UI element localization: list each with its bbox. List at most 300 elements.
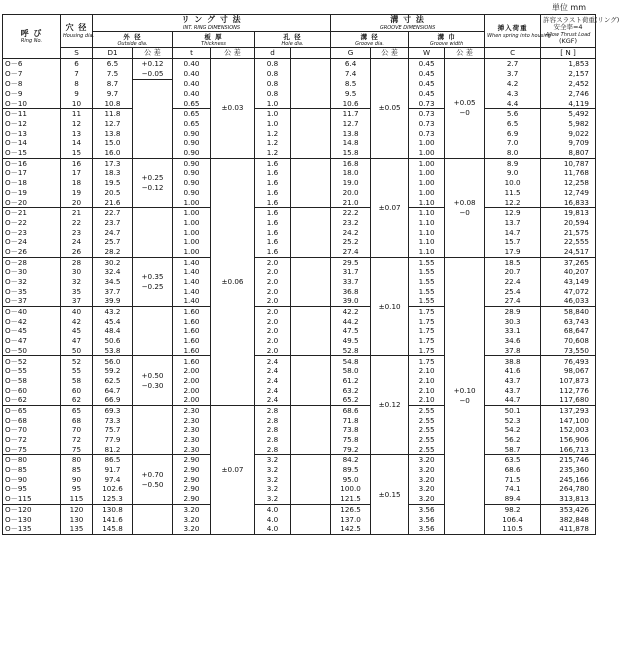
groove-dia-cell: 47.5 xyxy=(331,326,371,336)
insert-load-cell: 12.9 xyxy=(485,208,541,218)
thickness-cell: 0.90 xyxy=(173,129,211,139)
outer-dia-cell: 20.5 xyxy=(93,188,133,198)
hole-dia-cell: 1.0 xyxy=(255,119,291,129)
thrust-load-cell: 107,873 xyxy=(541,376,596,386)
spacer-cell xyxy=(291,475,331,485)
hole-dia-cell: 3.2 xyxy=(255,455,291,465)
groove-width-cell: 2.10 xyxy=(409,386,445,396)
spacer-cell xyxy=(291,296,331,306)
insert-load-cell: 3.7 xyxy=(485,69,541,79)
groove-dia-cell: 21.0 xyxy=(331,197,371,207)
groove-width-cell: 0.45 xyxy=(409,58,445,69)
spacer-cell xyxy=(291,69,331,79)
spacer-cell xyxy=(291,425,331,435)
groove-dia-cell: 24.2 xyxy=(331,228,371,238)
hole-dia-cell: 2.0 xyxy=(255,336,291,346)
thrust-load-cell: 9,709 xyxy=(541,138,596,148)
housing-dia-cell: 17 xyxy=(61,168,93,178)
thrust-load-cell: 24,517 xyxy=(541,247,596,257)
spacer-cell xyxy=(291,277,331,287)
table-row xyxy=(3,395,596,405)
hole-dia-cell: 1.6 xyxy=(255,228,291,238)
groove-width-cell: 3.20 xyxy=(409,494,445,504)
groove-dia-cell: 121.5 xyxy=(331,494,371,504)
thrust-load-cell: 63,743 xyxy=(541,317,596,327)
spacer-cell xyxy=(291,79,331,89)
insert-load-cell: 6.5 xyxy=(485,119,541,129)
groove-dia-cell: 36.8 xyxy=(331,287,371,297)
groove-dia-tolerance xyxy=(371,58,409,158)
table-row xyxy=(3,494,596,504)
hole-dia-cell: 2.8 xyxy=(255,435,291,445)
spacer-cell xyxy=(291,395,331,405)
outer-dia-cell: 17.3 xyxy=(93,158,133,168)
groove-dia-cell: 126.5 xyxy=(331,504,371,514)
tolerance-lower: −0 xyxy=(459,207,470,217)
thickness-cell: 1.40 xyxy=(173,277,211,287)
thrust-load-cell: 11,768 xyxy=(541,168,596,178)
hole-dia-cell: 2.8 xyxy=(255,445,291,455)
spacer-cell xyxy=(291,346,331,356)
spacer-cell xyxy=(291,405,331,415)
groove-width-cell: 1.10 xyxy=(409,208,445,218)
housing-dia-cell: 60 xyxy=(61,386,93,396)
groove-dia-cell: 142.5 xyxy=(331,524,371,534)
table-row xyxy=(3,317,596,327)
table-row xyxy=(3,267,596,277)
insert-load-cell: 11.5 xyxy=(485,188,541,198)
tolerance-lower: −0.12 xyxy=(141,182,164,192)
ring-no-cell: O－8 xyxy=(3,79,61,89)
groove-width-cell: 2.10 xyxy=(409,376,445,386)
outer-dia-cell: 19.5 xyxy=(93,178,133,188)
groove-dia-cell: 95.0 xyxy=(331,475,371,485)
ring-no-cell: O－130 xyxy=(3,514,61,524)
groove-width-cell: 1.75 xyxy=(409,317,445,327)
insert-load-cell: 5.6 xyxy=(485,109,541,119)
outer-dia-cell: 12.7 xyxy=(93,119,133,129)
groove-width-cell: 0.73 xyxy=(409,129,445,139)
housing-dia-cell: 23 xyxy=(61,228,93,238)
tolerance-upper: ±0.12 xyxy=(378,400,401,410)
outer-dia-cell: 23.7 xyxy=(93,218,133,228)
hole-dia-cell: 3.2 xyxy=(255,494,291,504)
insert-load-cell: 4.4 xyxy=(485,99,541,109)
groove-dia-cell: 20.0 xyxy=(331,188,371,198)
ring-no-cell: O－85 xyxy=(3,465,61,475)
housing-dia-cell: 9 xyxy=(61,89,93,99)
hole-dia-cell: 4.0 xyxy=(255,504,291,514)
ring-no-cell: O－7 xyxy=(3,69,61,79)
groove-width-cell: 3.56 xyxy=(409,504,445,514)
groove-dia-cell: 18.0 xyxy=(331,168,371,178)
groove-width-cell: 1.00 xyxy=(409,158,445,168)
thickness-cell: 1.60 xyxy=(173,317,211,327)
ring-no-cell: O－72 xyxy=(3,435,61,445)
spacer-cell xyxy=(291,376,331,386)
groove-dia-cell: 31.7 xyxy=(331,267,371,277)
outer-dia-tolerance xyxy=(133,158,173,207)
groove-width-cell: 1.00 xyxy=(409,178,445,188)
thickness-tolerance xyxy=(211,58,255,158)
groove-width-cell: 2.55 xyxy=(409,425,445,435)
table-row xyxy=(3,158,596,168)
groove-width-cell: 2.55 xyxy=(409,445,445,455)
groove-width-cell: 3.56 xyxy=(409,514,445,524)
groove-width-cell: 1.00 xyxy=(409,188,445,198)
ring-no-cell: O－15 xyxy=(3,148,61,158)
thickness-cell: 0.65 xyxy=(173,99,211,109)
groove-width-cell: 1.10 xyxy=(409,218,445,228)
groove-dia-cell: 15.8 xyxy=(331,148,371,158)
housing-dia-cell: 15 xyxy=(61,148,93,158)
insert-load-cell: 17.9 xyxy=(485,247,541,257)
housing-dia-cell: 10 xyxy=(61,99,93,109)
housing-dia-cell: 21 xyxy=(61,208,93,218)
insert-load-cell: 2.7 xyxy=(485,58,541,69)
groove-dia-cell: 29.5 xyxy=(331,257,371,267)
groove-width-cell: 1.75 xyxy=(409,356,445,366)
thrust-load-cell: 5,492 xyxy=(541,109,596,119)
groove-dia-tolerance xyxy=(371,158,409,257)
outer-dia-cell: 50.6 xyxy=(93,336,133,346)
ring-no-cell: O－60 xyxy=(3,386,61,396)
hole-dia-cell: 2.4 xyxy=(255,395,291,405)
thrust-load-cell: 4,119 xyxy=(541,99,596,109)
groove-dia-cell: 61.2 xyxy=(331,376,371,386)
groove-width-cell: 1.55 xyxy=(409,267,445,277)
hole-dia-cell: 3.2 xyxy=(255,465,291,475)
groove-dia-cell: 27.4 xyxy=(331,247,371,257)
thrust-load-cell: 117,680 xyxy=(541,395,596,405)
groove-dia-cell: 22.2 xyxy=(331,208,371,218)
hole-dia-cell: 1.6 xyxy=(255,197,291,207)
thickness-cell: 1.00 xyxy=(173,247,211,257)
spacer-cell xyxy=(291,208,331,218)
housing-dia-cell: 26 xyxy=(61,247,93,257)
outer-dia-cell: 141.6 xyxy=(93,514,133,524)
insert-load-cell: 14.7 xyxy=(485,228,541,238)
tolerance-lower: −0.50 xyxy=(141,479,164,489)
thickness-cell: 2.00 xyxy=(173,386,211,396)
thrust-load-cell: 2,157 xyxy=(541,69,596,79)
thickness-cell: 0.90 xyxy=(173,148,211,158)
housing-dia-cell: 52 xyxy=(61,356,93,366)
tolerance-upper: +0.10 xyxy=(453,385,476,395)
groove-width-cell: 1.55 xyxy=(409,287,445,297)
spacer-cell xyxy=(291,524,331,534)
insert-load-cell: 58.7 xyxy=(485,445,541,455)
thickness-cell: 1.40 xyxy=(173,287,211,297)
thickness-cell: 0.40 xyxy=(173,69,211,79)
groove-width-cell: 3.20 xyxy=(409,484,445,494)
spacer-cell xyxy=(291,435,331,445)
groove-width-cell: 1.55 xyxy=(409,257,445,267)
groove-width-cell: 3.20 xyxy=(409,455,445,465)
groove-width-tolerance xyxy=(445,158,485,257)
housing-dia-cell: 65 xyxy=(61,405,93,415)
thickness-cell: 0.40 xyxy=(173,89,211,99)
thrust-load-cell: 16,833 xyxy=(541,197,596,207)
groove-width-cell: 1.75 xyxy=(409,307,445,317)
table-row xyxy=(3,79,596,89)
spacer-cell xyxy=(291,178,331,188)
thrust-load-cell: 9,022 xyxy=(541,129,596,139)
thrust-load-cell: 10,787 xyxy=(541,158,596,168)
outer-dia-cell: 25.7 xyxy=(93,237,133,247)
housing-dia-cell: 120 xyxy=(61,504,93,514)
housing-dia-cell: 22 xyxy=(61,218,93,228)
table-row xyxy=(3,336,596,346)
hole-dia-cell: 0.8 xyxy=(255,79,291,89)
thrust-load-cell: 22,555 xyxy=(541,237,596,247)
ring-no-cell: O－52 xyxy=(3,356,61,366)
housing-dia-cell: 40 xyxy=(61,307,93,317)
table-row xyxy=(3,524,596,534)
thickness-cell: 0.90 xyxy=(173,168,211,178)
groove-dia-cell: 19.0 xyxy=(331,178,371,188)
thickness-cell: 1.60 xyxy=(173,326,211,336)
thrust-load-cell: 382,848 xyxy=(541,514,596,524)
tolerance-upper: +0.12 xyxy=(141,58,164,68)
hole-dia-cell: 1.2 xyxy=(255,138,291,148)
col-tol-g: 公 差 xyxy=(371,48,409,59)
groove-width-cell: 0.73 xyxy=(409,119,445,129)
thickness-cell: 1.40 xyxy=(173,257,211,267)
table-row xyxy=(3,58,596,69)
table-row xyxy=(3,69,596,79)
hole-dia-cell: 2.4 xyxy=(255,356,291,366)
outer-dia-cell: 30.2 xyxy=(93,257,133,267)
thrust-load-cell: 137,293 xyxy=(541,405,596,415)
hole-dia-cell: 2.0 xyxy=(255,307,291,317)
insert-load-cell: 33.1 xyxy=(485,326,541,336)
thickness-cell: 2.90 xyxy=(173,475,211,485)
groove-dia-cell: 63.2 xyxy=(331,386,371,396)
groove-dia-cell: 14.8 xyxy=(331,138,371,148)
ring-no-cell: O－14 xyxy=(3,138,61,148)
ring-no-cell: O－37 xyxy=(3,296,61,306)
groove-width-cell: 1.00 xyxy=(409,148,445,158)
groove-dia-tolerance xyxy=(371,257,409,356)
ring-no-cell: O－24 xyxy=(3,237,61,247)
table-row xyxy=(3,237,596,247)
table-row xyxy=(3,119,596,129)
table-row xyxy=(3,296,596,306)
insert-load-cell: 44.7 xyxy=(485,395,541,405)
spacer-cell xyxy=(291,247,331,257)
thrust-load-cell: 37,265 xyxy=(541,257,596,267)
groove-width-cell: 2.55 xyxy=(409,416,445,426)
ring-no-cell: O－40 xyxy=(3,307,61,317)
tolerance-upper: ±0.15 xyxy=(378,489,401,499)
outer-dia-cell: 97.4 xyxy=(93,475,133,485)
table-body xyxy=(3,58,596,534)
thrust-load-cell: 76,493 xyxy=(541,356,596,366)
thrust-load-cell: 5,982 xyxy=(541,119,596,129)
thickness-cell: 1.60 xyxy=(173,307,211,317)
outer-dia-tolerance xyxy=(133,405,173,454)
thickness-cell: 2.90 xyxy=(173,465,211,475)
insert-load-cell: 89.4 xyxy=(485,494,541,504)
hole-dia-cell: 4.0 xyxy=(255,514,291,524)
table-row xyxy=(3,435,596,445)
outer-dia-cell: 43.2 xyxy=(93,307,133,317)
thrust-load-cell: 147,100 xyxy=(541,416,596,426)
outer-dia-cell: 102.6 xyxy=(93,484,133,494)
housing-dia-cell: 13 xyxy=(61,129,93,139)
col-c: C xyxy=(485,48,541,59)
thickness-cell: 2.30 xyxy=(173,405,211,415)
tolerance-upper: +0.35 xyxy=(141,271,164,281)
ring-no-cell: O－32 xyxy=(3,277,61,287)
groove-dia-cell: 8.5 xyxy=(331,79,371,89)
table-row xyxy=(3,99,596,109)
groove-width-cell: 1.00 xyxy=(409,168,445,178)
outer-dia-cell: 16.0 xyxy=(93,148,133,158)
ring-no-cell: O－6 xyxy=(3,58,61,69)
ring-no-cell: O－17 xyxy=(3,168,61,178)
hole-dia-cell: 3.2 xyxy=(255,484,291,494)
thrust-load-cell: 411,878 xyxy=(541,524,596,534)
ring-no-cell: O－12 xyxy=(3,119,61,129)
ring-no-cell: O－42 xyxy=(3,317,61,327)
groove-width-cell: 1.75 xyxy=(409,326,445,336)
housing-dia-cell: 85 xyxy=(61,465,93,475)
outer-dia-tolerance xyxy=(133,58,173,79)
groove-dia-tolerance xyxy=(371,455,409,535)
groove-width-tolerance xyxy=(445,58,485,158)
outer-dia-cell: 62.5 xyxy=(93,376,133,386)
housing-dia-cell: 80 xyxy=(61,455,93,465)
hole-dia-cell: 2.0 xyxy=(255,326,291,336)
housing-dia-cell: 45 xyxy=(61,326,93,336)
thickness-cell: 3.20 xyxy=(173,514,211,524)
housing-dia-cell: 28 xyxy=(61,257,93,267)
thrust-load-cell: 215,746 xyxy=(541,455,596,465)
insert-load-cell: 63.5 xyxy=(485,455,541,465)
thrust-load-cell: 19,813 xyxy=(541,208,596,218)
thickness-cell: 2.00 xyxy=(173,395,211,405)
insert-load-cell: 43.7 xyxy=(485,386,541,396)
groove-dia-cell: 44.2 xyxy=(331,317,371,327)
table-row xyxy=(3,178,596,188)
housing-dia-cell: 20 xyxy=(61,197,93,207)
insert-load-cell: 10.0 xyxy=(485,178,541,188)
col-d1: D1 xyxy=(93,48,133,59)
groove-width-cell: 0.45 xyxy=(409,69,445,79)
hole-dia-cell: 2.0 xyxy=(255,296,291,306)
insert-load-cell: 6.9 xyxy=(485,129,541,139)
groove-dia-cell: 10.6 xyxy=(331,99,371,109)
spacer-cell xyxy=(291,287,331,297)
groove-width-cell: 2.10 xyxy=(409,395,445,405)
insert-load-cell: 4.3 xyxy=(485,89,541,99)
thrust-load-cell: 21,575 xyxy=(541,228,596,238)
insert-load-cell: 7.0 xyxy=(485,138,541,148)
insert-load-cell: 74.1 xyxy=(485,484,541,494)
spacer-cell xyxy=(291,445,331,455)
hole-dia-cell: 2.4 xyxy=(255,366,291,376)
hole-dia-cell: 0.8 xyxy=(255,58,291,69)
housing-dia-cell: 58 xyxy=(61,376,93,386)
spacer-cell xyxy=(291,267,331,277)
spacer-cell xyxy=(291,237,331,247)
hole-dia-cell: 2.0 xyxy=(255,287,291,297)
table-row xyxy=(3,218,596,228)
hole-dia-cell: 0.8 xyxy=(255,89,291,99)
thickness-cell: 1.00 xyxy=(173,237,211,247)
groove-dia-cell: 49.5 xyxy=(331,336,371,346)
groove-width-cell: 3.20 xyxy=(409,475,445,485)
spacer-cell xyxy=(291,228,331,238)
hole-dia-cell: 3.2 xyxy=(255,475,291,485)
groove-width-cell: 0.45 xyxy=(409,89,445,99)
groove-dia-cell: 23.2 xyxy=(331,218,371,228)
table-row xyxy=(3,465,596,475)
ring-no-cell: O－13 xyxy=(3,129,61,139)
groove-width-header: 溝 巾 Groove width xyxy=(409,31,485,48)
groove-dia-cell: 12.7 xyxy=(331,119,371,129)
tolerance-upper: ±0.05 xyxy=(378,103,401,113)
table-row xyxy=(3,346,596,356)
groove-width-cell: 0.45 xyxy=(409,79,445,89)
groove-dia-cell: 25.2 xyxy=(331,237,371,247)
housing-dia-cell: 14 xyxy=(61,138,93,148)
ring-no-cell: O－55 xyxy=(3,366,61,376)
insert-load-cell: 20.7 xyxy=(485,267,541,277)
spacer-cell xyxy=(291,416,331,426)
tolerance-lower: −0 xyxy=(459,395,470,405)
housing-header: 穴 径 Housing dia. xyxy=(61,15,93,48)
thrust-load-cell: 58,840 xyxy=(541,307,596,317)
groove-width-cell: 3.20 xyxy=(409,465,445,475)
table-row xyxy=(3,287,596,297)
housing-dia-cell: 19 xyxy=(61,188,93,198)
insert-load-cell: 12.2 xyxy=(485,197,541,207)
tolerance-lower: −0.05 xyxy=(141,68,164,78)
thrust-load-cell: 264,780 xyxy=(541,484,596,494)
groove-dia-tolerance xyxy=(371,356,409,455)
outer-dia-cell: 45.4 xyxy=(93,317,133,327)
thickness-cell: 2.90 xyxy=(173,484,211,494)
thickness-cell: 2.30 xyxy=(173,416,211,426)
ring-no-cell: O－90 xyxy=(3,475,61,485)
ring-no-cell: O－28 xyxy=(3,257,61,267)
thickness-cell: 0.65 xyxy=(173,109,211,119)
hole-dia-cell: 1.0 xyxy=(255,109,291,119)
outer-dia-cell: 6.5 xyxy=(93,58,133,69)
outer-dia-cell: 56.0 xyxy=(93,356,133,366)
insert-load-cell: 9.0 xyxy=(485,168,541,178)
tolerance-upper: ±0.07 xyxy=(221,464,244,474)
thrust-load-cell: 2,746 xyxy=(541,89,596,99)
hole-dia-cell: 1.0 xyxy=(255,99,291,109)
table-row xyxy=(3,197,596,207)
ring-no-cell: O－19 xyxy=(3,188,61,198)
hole-dia-cell: 1.2 xyxy=(255,148,291,158)
thrust-load-cell: 2,452 xyxy=(541,79,596,89)
groove-dia-cell: 58.0 xyxy=(331,366,371,376)
ring-no-cell: O－58 xyxy=(3,376,61,386)
outer-dia-cell: 34.5 xyxy=(93,277,133,287)
ring-no-cell: O－16 xyxy=(3,158,61,168)
table-row xyxy=(3,445,596,455)
ring-no-cell: O－10 xyxy=(3,99,61,109)
insert-load-cell: 43.7 xyxy=(485,376,541,386)
outer-dia-cell: 66.9 xyxy=(93,395,133,405)
thrust-load-cell: 156,906 xyxy=(541,435,596,445)
